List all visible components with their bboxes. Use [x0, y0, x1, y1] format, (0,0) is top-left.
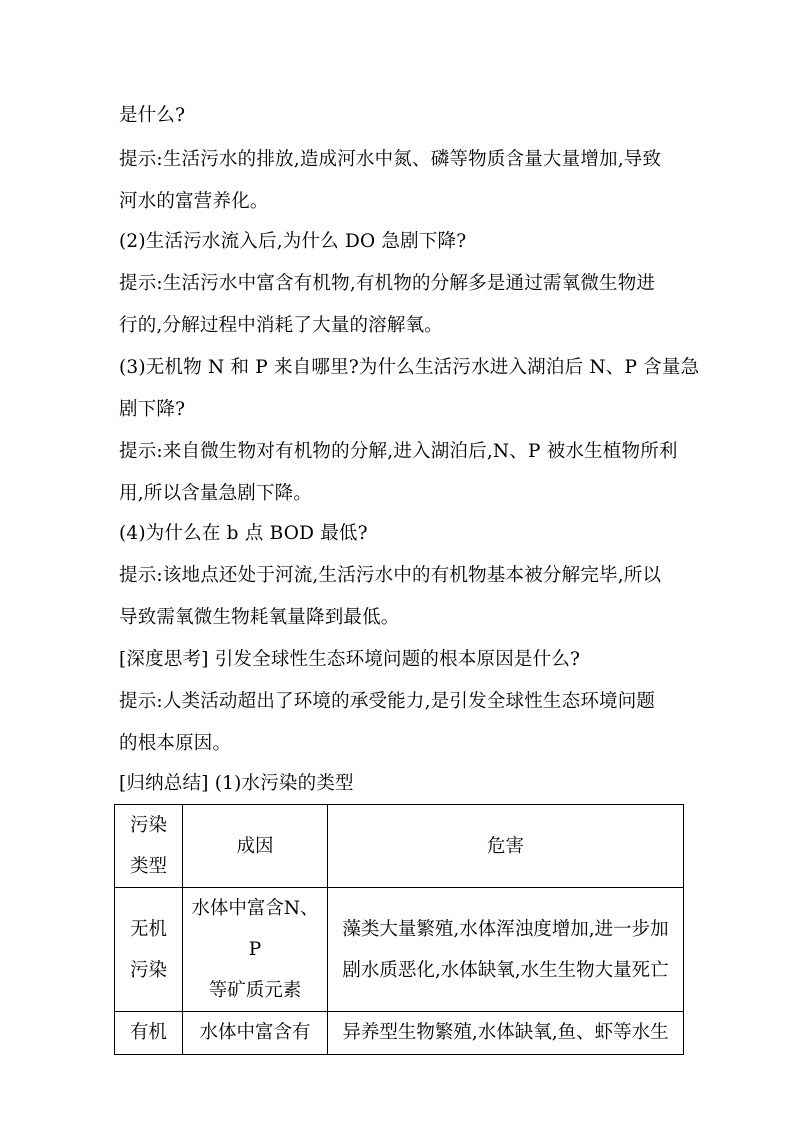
- text-line: (4)为什么在 b 点 BOD 最低?: [119, 523, 368, 544]
- cause-line: 水体中富含N、P: [191, 898, 319, 960]
- type-cell: [115, 888, 183, 1012]
- text-line: 行的,分解过程中消耗了大量的溶解氧。: [119, 315, 443, 336]
- text-line: 提示:生活污水中富含有机物,有机物的分解多是通过需氧微生物进: [119, 273, 656, 294]
- text-line: 用,所以含量急剧下降。: [119, 483, 313, 504]
- table-row: [115, 888, 684, 1012]
- text-line: 河水的富营养化。: [119, 191, 269, 212]
- type-line: 污染: [129, 959, 167, 981]
- table-header-row: [115, 805, 684, 888]
- cause-cell: [183, 888, 328, 1012]
- text-line: [深度思考] 引发全球性生态环境问题的根本原因是什么?: [119, 649, 581, 670]
- text-line: [归纳总结] (1)水污染的类型: [119, 773, 354, 794]
- cause-line: 水体中富含有: [199, 1022, 311, 1043]
- cause-line: 等矿质元素: [208, 980, 302, 1001]
- harm-line: 藻类大量繁殖,水体浑浊度增加,进一步加: [342, 918, 669, 940]
- water-pollution-table: [114, 804, 684, 1055]
- text-line: 的根本原因。: [119, 733, 232, 754]
- text-line: 剧下降?: [119, 399, 186, 420]
- type-line: 无机: [129, 918, 167, 940]
- text-line: 提示:来自微生物对有机物的分解,进入湖泊后,N、P 被水生植物所利: [119, 441, 678, 462]
- header-type-line: 污染: [129, 815, 167, 836]
- header-type-line: 类型: [129, 856, 167, 877]
- text-line: 提示:该地点还处于河流,生活污水中的有机物基本被分解完毕,所以: [119, 565, 662, 586]
- text-line: 是什么?: [119, 105, 186, 126]
- text-line: (2)生活污水流入后,为什么 DO 急剧下降?: [119, 231, 467, 252]
- text-line: 提示:生活污水的排放,造成河水中氮、磷等物质含量大量增加,导致: [119, 149, 662, 170]
- cause-cell: [183, 1012, 328, 1055]
- type-cell: [115, 1012, 183, 1055]
- header-harm-cell: 危害: [328, 805, 684, 888]
- text-line: 提示:人类活动超出了环境的承受能力,是引发全球性生态环境问题: [119, 691, 656, 712]
- header-type-cell: [115, 805, 183, 888]
- type-line: 有机: [129, 1022, 167, 1043]
- harm-line: 异养型生物繁殖,水体缺氧,鱼、虾等水生: [342, 1022, 669, 1043]
- text-line: 导致需氧微生物耗氧量降到最低。: [119, 607, 400, 628]
- harm-cell: [328, 1012, 684, 1055]
- harm-line: 剧水质恶化,水体缺氧,水生生物大量死亡: [342, 959, 669, 981]
- table-row: [115, 1012, 684, 1055]
- text-line: (3)无机物 N 和 P 来自哪里?为什么生活污水进入湖泊后 N、P 含量急: [119, 357, 700, 378]
- header-cause-cell: 成因: [183, 805, 328, 888]
- harm-cell: [328, 888, 684, 1012]
